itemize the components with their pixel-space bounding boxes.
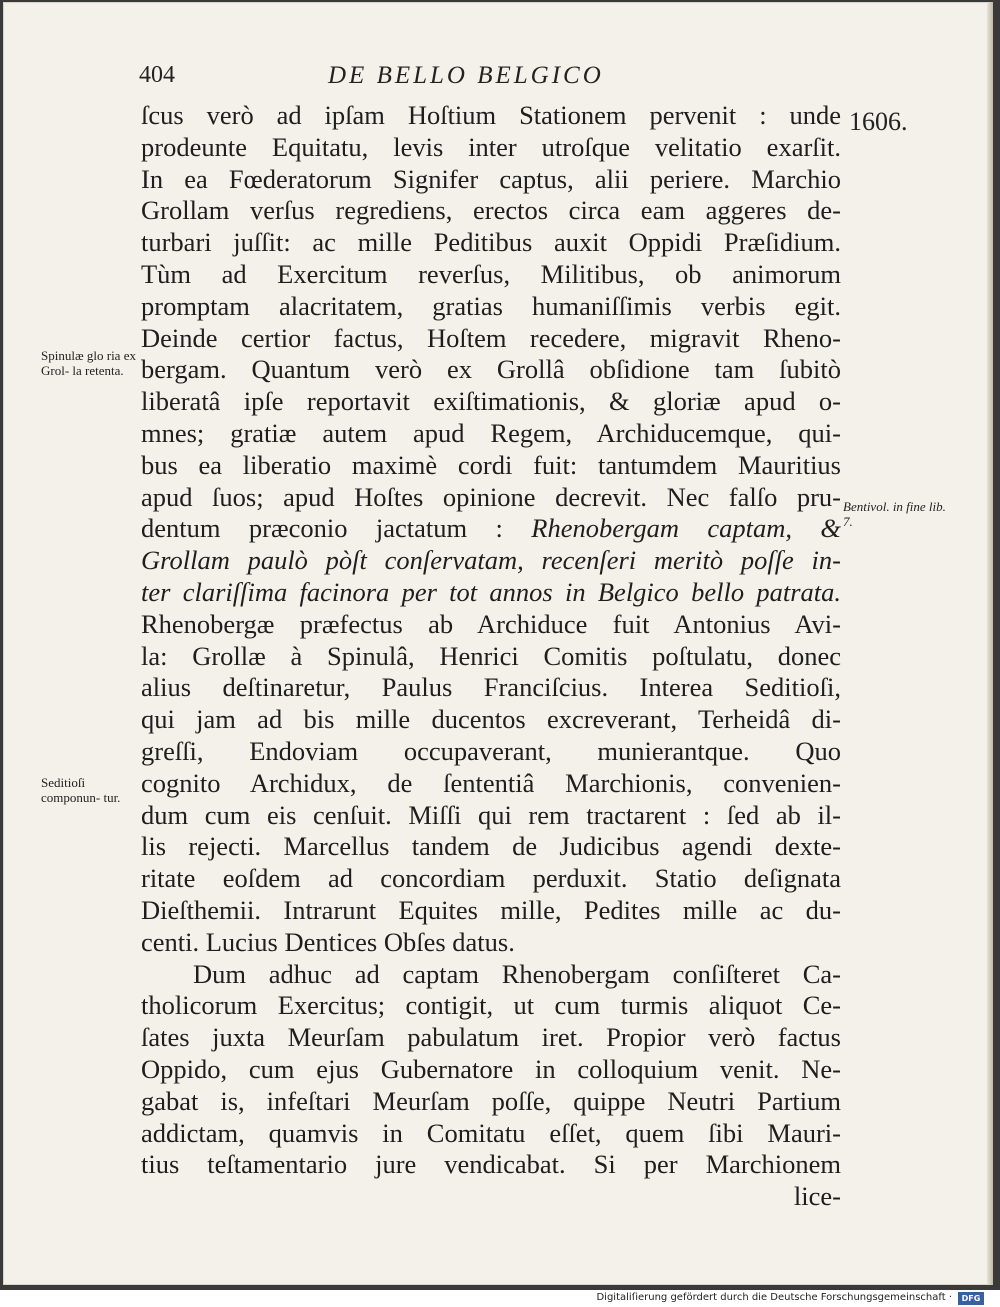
dfg-logo: DFG xyxy=(958,1292,984,1305)
text-line: addictam, quamvis in Comitatu eſſet, quem ſibi Mauri- xyxy=(141,1117,841,1148)
text-line: mnes; gratiæ autem apud Regem, Archiducemque, qui- xyxy=(141,417,841,448)
text-line: Oppido, cum ejus Gubernatore in colloquium venit. Ne- xyxy=(141,1053,841,1084)
text-line: alius deſtinaretur, Paulus Franciſcius. Interea Seditioſi, xyxy=(141,672,841,703)
footer-credit: Digitaliſierung gefördert durch die Deutsche Forschungsgemeinschaft · xyxy=(596,1292,952,1303)
text-line: Grollam verſus regrediens, erectos circa eam aggeres de- xyxy=(141,195,841,226)
margin-note-spinula: Spinulæ glo ria ex Grol- la retenta. xyxy=(41,348,136,378)
page-edge xyxy=(987,2,993,1285)
text-line: ſcus verò ad ipſam Hoſtium Stationem pervenit : unde xyxy=(141,100,841,130)
text-line: Grollam paulò pòſt conſervatam, recenſeri meritò poſſe in- xyxy=(141,545,841,576)
text-line: liberatâ ipſe reportavit exiſtimationis, & gloriæ apud o- xyxy=(141,386,841,417)
document-page xyxy=(3,2,993,1285)
margin-note-bentivoglio: Bentivol. in fine lib. 7. xyxy=(843,499,946,529)
text-line: lis rejecti. Marcellus tandem de Judicibus agendi dexte- xyxy=(141,831,841,862)
text-line: greſſi, Endoviam occupaverant, munierantque. Quo xyxy=(141,735,841,766)
text-line: bergam. Quantum verò ex Grollâ obſidione tam ſubitò xyxy=(141,354,841,385)
text-line: dum cum eis cenſuit. Miſſi qui rem tractarent : ſed ab il- xyxy=(141,799,841,830)
text-line: la: Grollæ à Spinulâ, Henrici Comitis poſtulatu, donec xyxy=(141,640,841,671)
text-line: bus ea liberatio maximè cordi fuit: tantumdem Mauritius xyxy=(141,449,841,480)
text-line: In ea Fœderatorum Signifer captus, alii periere. Marchio xyxy=(141,163,841,194)
text-line: qui jam ad bis mille ducentos excreverant, Terheidâ di- xyxy=(141,704,841,735)
text-line: centi. Lucius Dentices Obſes datus. xyxy=(141,926,515,957)
text-line: dentum præconio jactatum : Rhenobergam captam, & xyxy=(141,513,841,544)
text-line: gabat is, infeſtari Meurſam poſſe, quippe Neutri Partium xyxy=(141,1085,841,1116)
text-line: cognito Archidux, de ſententiâ Marchionis, convenien- xyxy=(141,767,841,798)
text-line: tius teſtamentario jure vendicabat. Si per Marchionem xyxy=(141,1149,841,1180)
text-line: lice- xyxy=(793,1181,841,1212)
body-text xyxy=(141,100,841,1213)
text-line: apud ſuos; apud Hoſtes opinione decrevit. Nec falſo pru- xyxy=(141,481,841,512)
page-number: 404 xyxy=(139,62,175,88)
marginal-year: 1606. xyxy=(849,107,908,136)
text-line: ter clariſſima facinora per tot annos in Belgico bello patrata. xyxy=(141,576,841,607)
text-line: Deinde certior factus, Hoſtem recedere, migravit Rheno- xyxy=(141,322,841,353)
text-line: Tùm ad Exercitum reverſus, Militibus, ob animorum xyxy=(141,258,841,289)
page-header xyxy=(3,62,993,98)
text-line: ſates juxta Meurſam pabulatum iret. Propior verò factus xyxy=(141,1022,841,1053)
text-line: Dieſthemii. Intrarunt Equites mille, Pedites mille ac du- xyxy=(141,894,841,925)
text-line: turbari juſſit: ac mille Peditibus auxit Oppidi Præſidium. xyxy=(141,227,841,258)
text-line: promptam alacritatem, gratias humaniſſimis verbis egit. xyxy=(141,290,841,321)
running-head: DE BELLO BELGICO xyxy=(328,62,604,89)
text-line: ritate eoſdem ad concordiam perduxit. Statio deſignata xyxy=(141,863,841,894)
margin-note-seditiosi: Seditioſi componun- tur. xyxy=(41,775,121,805)
digitization-footer xyxy=(0,1290,1000,1307)
text-line: prodeunte Equitatu, levis inter utroſque velitatio exarſit. xyxy=(141,131,841,162)
text-line: Dum adhuc ad captam Rhenobergam conſiſteret Ca- xyxy=(193,958,841,989)
text-line: tholicorum Exercitus; contigit, ut cum turmis aliquot Ce- xyxy=(141,990,841,1021)
text-line: Rhenobergæ præfectus ab Archiduce fuit Antonius Avi- xyxy=(141,608,841,639)
